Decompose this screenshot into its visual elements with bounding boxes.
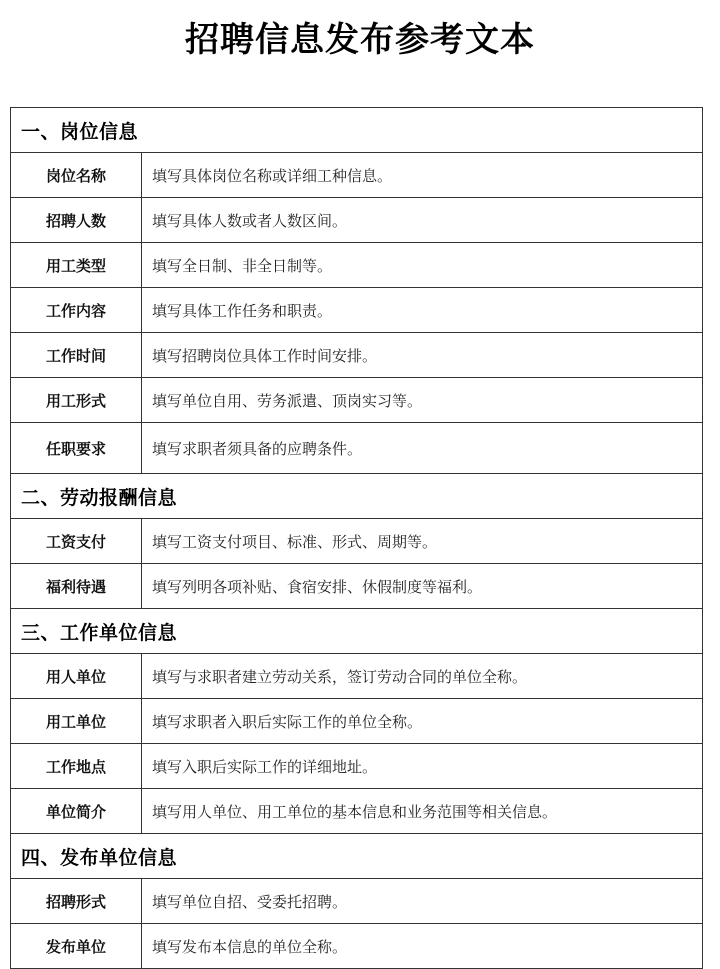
table-row [11, 564, 703, 609]
section-heading-row [11, 474, 703, 519]
field-label: 工作时间 [11, 333, 142, 378]
field-value: 填写具体岗位名称或详细工种信息。 [142, 153, 703, 198]
section-heading: 三、工作单位信息 [11, 609, 703, 654]
table-row [11, 333, 703, 378]
field-value: 填写求职者须具备的应聘条件。 [142, 423, 703, 474]
field-label: 用人单位 [11, 654, 142, 699]
table-row [11, 288, 703, 333]
field-label: 用工形式 [11, 378, 142, 423]
field-value: 填写入职后实际工作的详细地址。 [142, 744, 703, 789]
field-value: 填写用人单位、用工单位的基本信息和业务范围等相关信息。 [142, 789, 703, 834]
field-label: 招聘形式 [11, 879, 142, 924]
field-value: 填写全日制、非全日制等。 [142, 243, 703, 288]
field-value: 填写单位自招、受委托招聘。 [142, 879, 703, 924]
field-label: 福利待遇 [11, 564, 142, 609]
table-row [11, 879, 703, 924]
section-heading-row [11, 609, 703, 654]
field-label: 任职要求 [11, 423, 142, 474]
table-row [11, 789, 703, 834]
field-label: 用工类型 [11, 243, 142, 288]
field-label: 工作地点 [11, 744, 142, 789]
table-row [11, 699, 703, 744]
table-row [11, 378, 703, 423]
field-label: 工作内容 [11, 288, 142, 333]
section-heading-row [11, 108, 703, 153]
field-value: 填写具体工作任务和职责。 [142, 288, 703, 333]
field-value: 填写列明各项补贴、食宿安排、休假制度等福利。 [142, 564, 703, 609]
table-row [11, 744, 703, 789]
field-value: 填写工资支付项目、标准、形式、周期等。 [142, 519, 703, 564]
table-row [11, 198, 703, 243]
table-row [11, 924, 703, 969]
field-label: 发布单位 [11, 924, 142, 969]
section-heading: 一、岗位信息 [11, 108, 703, 153]
field-label: 工资支付 [11, 519, 142, 564]
section-heading: 二、劳动报酬信息 [11, 474, 703, 519]
field-value: 填写具体人数或者人数区间。 [142, 198, 703, 243]
table-row [11, 519, 703, 564]
section-heading: 四、发布单位信息 [11, 834, 703, 879]
table-row [11, 654, 703, 699]
field-label: 招聘人数 [11, 198, 142, 243]
field-label: 单位简介 [11, 789, 142, 834]
section-heading-row [11, 834, 703, 879]
field-value: 填写求职者入职后实际工作的单位全称。 [142, 699, 703, 744]
field-label: 用工单位 [11, 699, 142, 744]
field-value: 填写发布本信息的单位全称。 [142, 924, 703, 969]
document-title: 招聘信息发布参考文本 [185, 20, 535, 60]
field-value: 填写招聘岗位具体工作时间安排。 [142, 333, 703, 378]
field-value: 填写单位自用、劳务派遣、顶岗实习等。 [142, 378, 703, 423]
info-table [10, 107, 703, 969]
field-label: 岗位名称 [11, 153, 142, 198]
table-row [11, 423, 703, 474]
field-value: 填写与求职者建立劳动关系，签订劳动合同的单位全称。 [142, 654, 703, 699]
table-row [11, 153, 703, 198]
table-row [11, 243, 703, 288]
